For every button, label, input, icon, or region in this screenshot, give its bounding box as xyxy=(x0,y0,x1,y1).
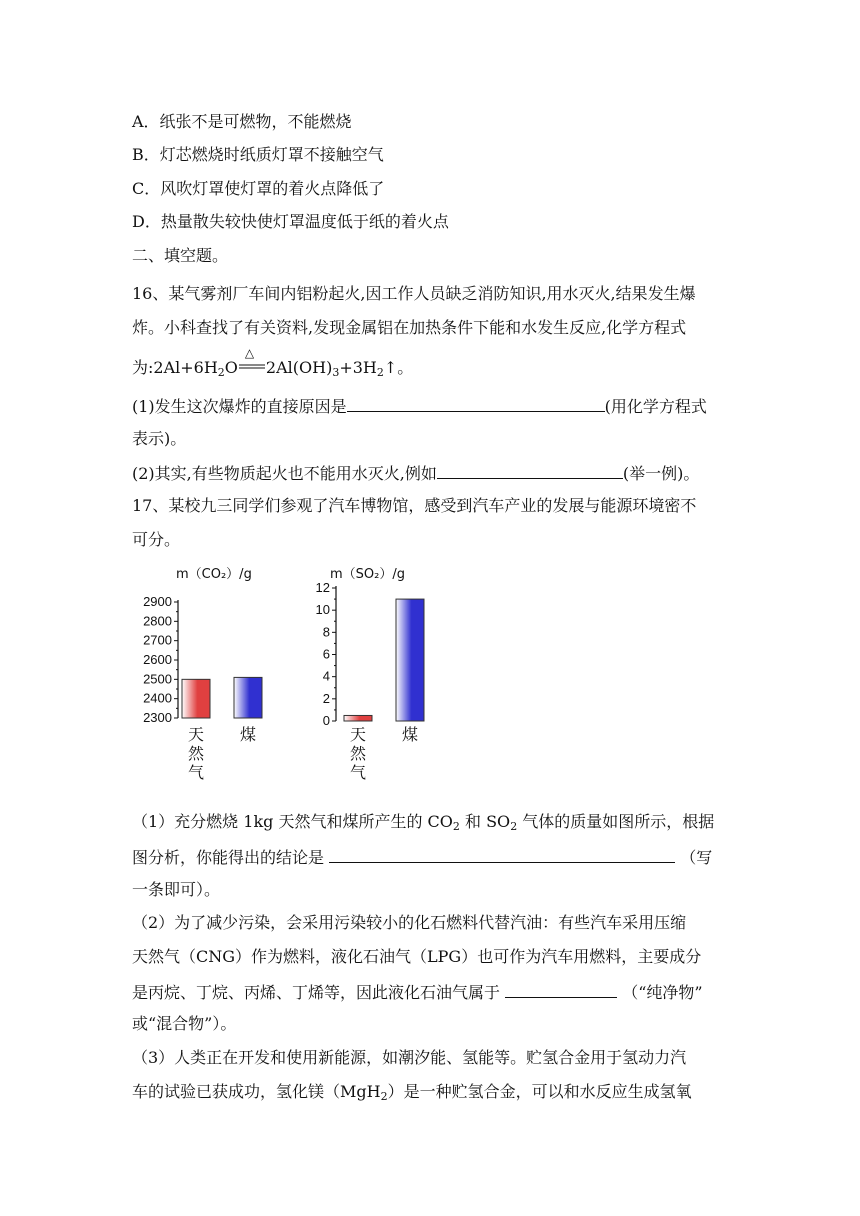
co2-chart xyxy=(120,558,280,794)
y-tick-label: 2 xyxy=(322,690,330,706)
category-label: 煤 xyxy=(239,725,257,744)
y-tick-label: 4 xyxy=(322,668,330,684)
q17-line2: 可分。 xyxy=(132,530,181,549)
q17-p3-line1: （3）人类正在开发和使用新能源，如潮汐能、氢能等。贮氢合金用于氢动力汽 xyxy=(132,1048,687,1067)
eq-sub3: 2 xyxy=(376,366,384,379)
q16-sub2 xyxy=(132,462,699,484)
eq-sub1: 2 xyxy=(217,366,225,379)
q17-p3-b: 车的试验已获成功，氢化镁（MgH xyxy=(132,1082,381,1101)
q16-sub2-text: (2)其实,有些物质起火也不能用水灭火,例如 xyxy=(132,464,437,483)
q17-p2-line1: （2）为了减少污染，会采用污染较小的化石燃料代替汽油：有些汽车采用压缩 xyxy=(132,913,687,932)
q17-p2-c: 是丙烷、丁烷、丙烯、丁烯等，因此液化石油气属于 xyxy=(132,983,501,1002)
q16-equation xyxy=(132,346,414,379)
q16-line2: 炸。小科查找了有关资料,发现金属铝在加热条件下能和水发生反应,化学方程式 xyxy=(132,318,687,337)
bar-natural-gas xyxy=(344,715,372,721)
bar-coal xyxy=(234,677,262,718)
option-c: C．风吹灯罩使灯罩的着火点降低了 xyxy=(132,179,385,198)
y-tick-label: 2600 xyxy=(143,652,172,667)
y-tick-label: 2500 xyxy=(143,671,172,687)
q16-sub1-tail: (用化学方程式 xyxy=(604,397,707,416)
option-d: D．热量散失较快使灯罩温度低于纸的着火点 xyxy=(132,212,449,231)
q17-p3-line2 xyxy=(132,1082,692,1102)
answer-blank-1[interactable] xyxy=(347,395,605,412)
option-b: B．灯芯燃烧时纸质灯罩不接触空气 xyxy=(132,145,384,164)
q17-p1-d: 图分析，你能得出的结论是 xyxy=(132,848,325,867)
q16-line1: 16、某气雾剂厂车间内铝粉起火,因工作人员缺乏消防知识,用水灭火,结果发生爆 xyxy=(132,284,696,303)
y-tick-label: 6 xyxy=(322,646,330,662)
y-tick-label: 2300 xyxy=(143,710,172,725)
q17-p3-c: ）是一种贮氢合金，可以和水反应生成氢氧 xyxy=(387,1082,692,1101)
option-a: A．纸张不是可燃物，不能燃烧 xyxy=(132,112,352,131)
bar-coal xyxy=(396,599,424,721)
q17-p2-line2: 天然气（CNG）作为燃料，液化石油气（LPG）也可作为汽车用燃料，主要成分 xyxy=(132,947,702,966)
y-axis-label: m（SO₂）/g xyxy=(330,567,405,582)
q17-p1-e: （写 xyxy=(680,848,713,867)
category-label: 天然气 xyxy=(187,725,205,782)
so2-chart xyxy=(296,558,446,794)
y-tick-label: 2700 xyxy=(143,632,172,648)
q16-sub2-tail: (举一例)。 xyxy=(622,464,700,483)
answer-blank-2[interactable] xyxy=(437,462,623,479)
bar-natural-gas xyxy=(182,679,210,718)
q17-p2-line4: 或“混合物”）。 xyxy=(132,1014,237,1033)
q17-p2-d: （“纯净物” xyxy=(622,983,703,1002)
q17-p1-line1 xyxy=(132,812,714,832)
q17-p1-line2 xyxy=(132,846,712,868)
y-axis-label: m（CO₂）/g xyxy=(176,567,252,582)
answer-blank-3[interactable] xyxy=(329,846,675,863)
eq-sub2: 3 xyxy=(332,366,340,379)
q17-line1: 17、某校九三同学们参观了汽车博物馆，感受到汽车产业的发展与能源环境密不 xyxy=(132,496,697,515)
q17-p1-c: 气体的质量如图所示，根据 xyxy=(517,812,715,831)
y-tick-label: 10 xyxy=(315,602,330,618)
q16-sub1-cont: 表示)。 xyxy=(132,429,187,448)
section-title: 二、填空题。 xyxy=(132,246,229,265)
eq-prefix: 为:2Al+6H xyxy=(132,358,218,377)
q17-p1-line3: 一条即可）。 xyxy=(132,880,221,899)
y-tick-label: 0 xyxy=(322,713,330,728)
equal-sign-icon xyxy=(238,357,266,375)
eq-rest1: 2Al(OH) xyxy=(265,358,333,377)
y-tick-label: 2800 xyxy=(143,613,172,629)
category-label: 煤 xyxy=(401,725,419,744)
y-tick-label: 8 xyxy=(322,624,330,640)
eq-rest2: +3H xyxy=(339,358,377,377)
q17-p1-sub1: 2 xyxy=(452,820,460,833)
heat-symbol: △ xyxy=(244,346,255,360)
so2-chart-svg xyxy=(296,558,446,790)
heating-condition xyxy=(238,346,266,375)
y-tick-label: 12 xyxy=(315,580,330,595)
q17-p1-a: （1）充分燃烧 1kg 天然气和煤所产生的 CO xyxy=(132,812,453,831)
q17-p3-sub: 2 xyxy=(380,1090,388,1103)
category-label: 天然气 xyxy=(349,725,367,782)
eq-end: ↑。 xyxy=(383,358,414,377)
q17-p1-sub2: 2 xyxy=(510,820,518,833)
y-tick-label: 2400 xyxy=(143,690,172,706)
q16-sub1-text: (1)发生这次爆炸的直接原因是 xyxy=(132,397,347,416)
q16-sub1 xyxy=(132,395,707,417)
co2-chart-svg xyxy=(120,558,280,790)
y-tick-label: 2900 xyxy=(143,594,172,609)
q17-p1-b: 和 SO xyxy=(459,812,511,831)
q17-p2-line3 xyxy=(132,981,703,1003)
answer-blank-4[interactable] xyxy=(505,981,617,998)
eq-mid: O xyxy=(224,358,238,377)
